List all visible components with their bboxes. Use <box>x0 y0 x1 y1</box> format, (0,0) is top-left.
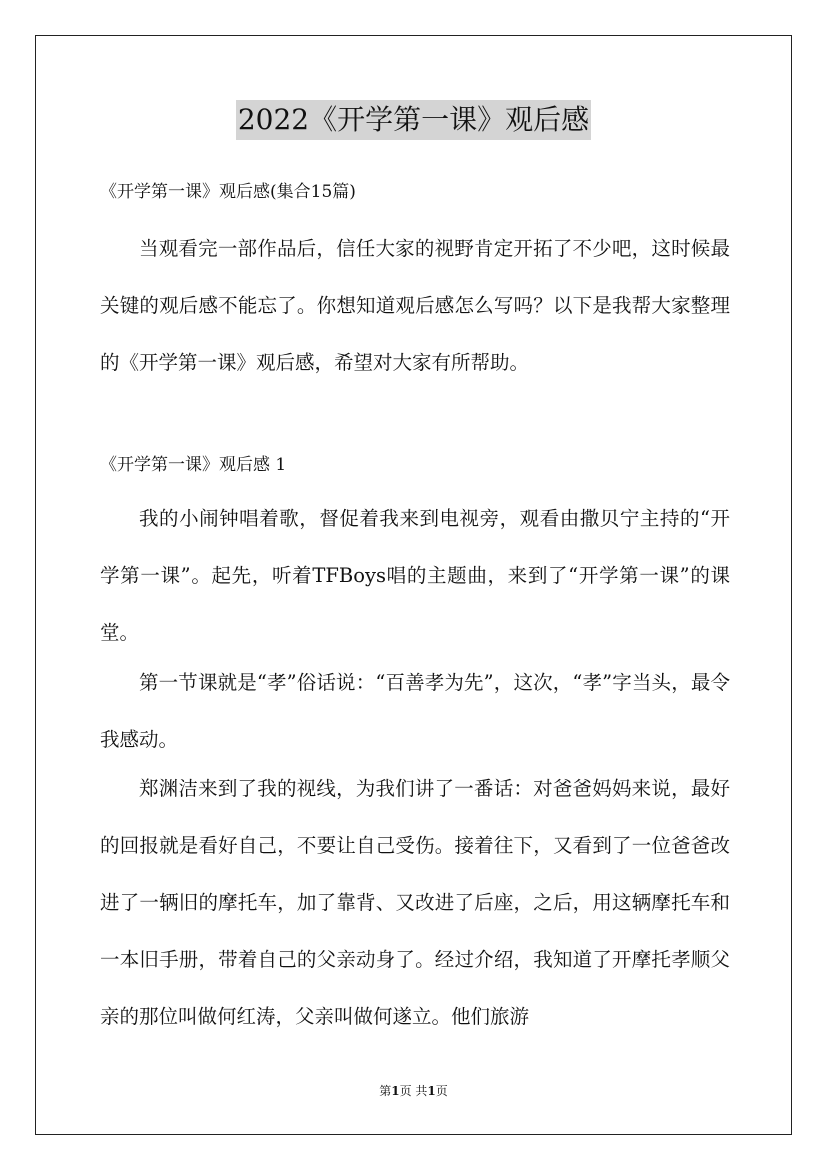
intro-paragraph: 当观看完一部作品后，信任大家的视野肯定开拓了不少吧，这时候最关键的观后感不能忘了。你想知道观后感怎么写吗？以下是我帮大家整理的《开学第一课》观后感，希望对大家有所帮助。 <box>100 237 730 374</box>
title-container <box>0 100 827 140</box>
page-label-mid: 页 共 <box>399 1084 428 1098</box>
page-footer <box>0 1082 827 1100</box>
page-label-suffix: 页 <box>435 1084 448 1098</box>
document-subtitle: 《开学第一课》观后感(集合15篇) <box>100 182 356 202</box>
body-paragraph-1: 我的小闹钟唱着歌，督促着我来到电视旁，观看由撒贝宁主持的“开学第一课”。起先，听着TFBoys唱的主题曲，来到了“开学第一课”的课堂。 <box>100 507 730 644</box>
page-label-prefix: 第 <box>379 1084 392 1098</box>
document-title: 2022《开学第一课》观后感 <box>236 100 591 140</box>
page-current-number: 1 <box>391 1084 400 1098</box>
body-paragraph-3: 郑渊洁来到了我的视线，为我们讲了一番话：对爸爸妈妈来说，最好的回报就是看好自己，不要让自己受伤。接着往下，又看到了一位爸爸改进了一辆旧的摩托车，加了靠背、又改进了后座，之后，用这辆摩托车和一本旧手册，带着自己的父亲动身了。经过介绍，我知道了开摩托孝顺父亲的那位叫做何红涛，父亲叫做何遂立。他们旅游 <box>100 777 730 1028</box>
section-heading: 《开学第一课》观后感 1 <box>100 455 287 475</box>
body-paragraph-2: 第一节课就是“孝”俗话说：“百善孝为先”，这次，“孝”字当头，最令我感动。 <box>100 671 730 751</box>
page-total-number: 1 <box>427 1084 436 1098</box>
